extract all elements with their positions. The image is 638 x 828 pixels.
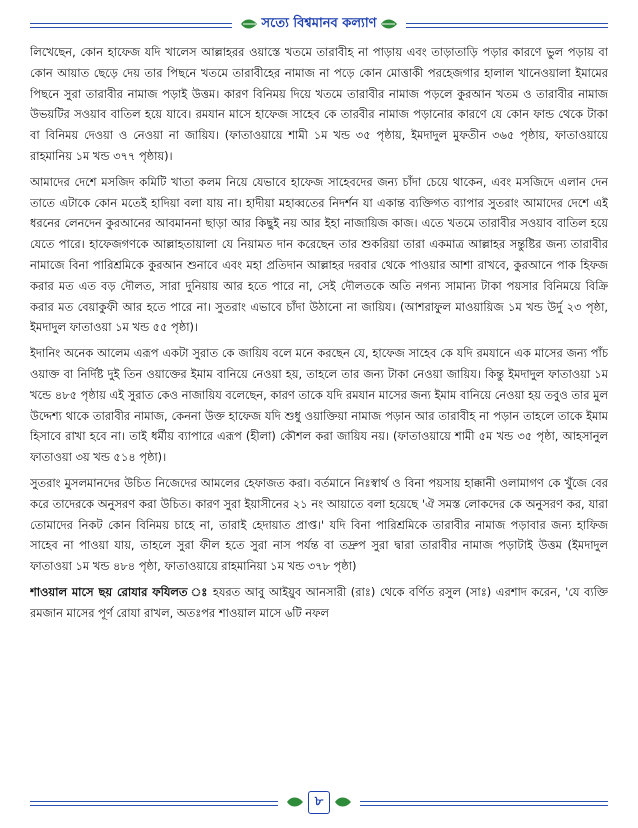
- leaf-ornament-icon: [286, 796, 304, 808]
- leaf-ornament-icon: [334, 796, 352, 808]
- section-heading: শাওয়াল মাসে ছয় রোযার ফযিলত ঃ: [30, 584, 209, 599]
- page-body: [30, 42, 608, 780]
- page-footer: [30, 792, 608, 812]
- header-title: সত্যে বিশ্বমানব কল্যাণ: [261, 15, 377, 31]
- footer-box: [278, 791, 360, 814]
- leaf-ornament-icon: [380, 18, 398, 30]
- page-number: ৮: [308, 791, 330, 814]
- paragraph-3: ইদানিং অনেক আলেম এরূপ একটা সুরাত কে জায়িয বলে মনে করছেন যে, হাফেজ সাহেব কে যদি রমযানে এক মাসের জন্য পাঁচ ওয়াক্ত বা নির্দিষ্ট দুই তিন ওয়াক্তের ইমাম বানিয়ে নেওয়া হয়, তাহলে তার জন্য টাকা নেওয়া জায়িয। কিন্তু ইমদাদুল ফাতাওয়া ১ম খন্ডে ৪৮৫ পৃষ্ঠায় এই সুরাত কেও নাজায়িয বলেছেন, কারণ তাকে যদি রমযান মাসের জন্য ইমাম বানিয়ে নেওয়া হয় তবুও তার মুল উদ্দেশ্য থাকে তারাবীর নামাজ, কেননা উক্ত হাফেজ যদি শুধু ওয়াক্তিয়া নামাজ পড়ান আর তারাবীহ না পড়ান তাহলে তাকে ইমাম হিসাবে রাখা হবে না। তাই ধর্মীয় ব্যাপারে এরূপ (হীলা) কৌশল করা জায়িয নয়। (ফাতাওয়ায়ে শামী ৫ম খন্ড ৩৫ পৃষ্ঠা, আহসানুল ফাতাওয়া ৩য় খন্ড ৫১৪ পৃষ্ঠা)।: [30, 346, 608, 465]
- paragraph-2: আমাদের দেশে মসজিদ কমিটি খাতা কলম নিয়ে যেভাবে হাফেজ সাহেবদের জন্য চাঁদা চেয়ে থাকেন, এবং মসজিদে এলান দেন তাতে এটাকে কোন মতেই হাদিয়া বলা যায় না। হাদীয়া মহাব্বতের নিদর্শন যা একান্ত ব্যক্তিগত ব্যাপার সুতরাং আমাদের দেশে এই ধরনের লেনদেন কুরআনের আবমাননা ছাড়া আর কিছুই নয় আর ইহা নাজায়িজ কাজ। এতে খতমে তারাবীর সওয়াব বাতিল হয়ে যেতে পারে। হাফেজগণকে আল্লাহতায়ালা যে নিয়ামত দান করেছেন তার শুকরিয়া তারা একমাত্র আল্লাহর সন্তুষ্টির জন্য তারাবীর নামাজে বিনা পারিশ্রমিকে কুরআন শুনাবে এবং মহা প্রতিদান আল্লাহর দরবার থেকে পাওয়ার আশা রাখবে, কুরআনে পাক হিফজ করার মত এত বড় দৌলত, সারা দুনিয়ায় আর হতে পারে না, সেই দৌলতকে অতি নগন্য সামান্য টাকা পয়সার বিনিময়ে বিক্রি করার মত বেয়াকুফী আর হতে পারে না। সুতরাং এভাবে চাঁদা উঠানো না জায়িয। (আশরাফুল মাওয়ায়িজ ১ম খন্ড উর্দু ২৩ পৃষ্ঠা, ইমদাদুল ফাতাওয়া ১ম খন্ড ৫৫ পৃষ্ঠা)।: [30, 174, 608, 335]
- header-title-box: [232, 14, 407, 35]
- closing-text: হযরত আবু আইয়ুব আনসারী (রাঃ) থেকে বর্ণিত রসুল (সাঃ) এরশাদ করেন, 'যে ব্যক্তি রমজান মাসের পূর্ণ রোযা রাখল, অতঃপর শাওয়াল মাসে ৬টি নফল: [30, 584, 608, 620]
- page-header: [30, 14, 608, 34]
- leaf-ornament-icon: [240, 18, 258, 30]
- paragraph-4: সুতরাং মুসলমানদের উচিত নিজেদের আমলের হেফাজত করা। বর্তমানে নিঃস্বার্থ ও বিনা পয়সায় হাক্কানী ওলামাগণ কে খুঁজে বের করে তাদেরকে অনুসরণ করা উচিত। কারণ সুরা ইয়াসীনের ২১ নং আয়াতে বলা হয়েছে 'ঐ সমস্ত লোকদের কে অনুসরণ কর, যারা তোমাদের নিকট কোন বিনিময় চাহে না, তারাই হেদায়াত প্রাপ্ত।' যদি বিনা পারিশ্রমিকে তারাবীর নামাজ পড়াবার জন্য হাফিজ সাহেব না পাওয়া যায়, তাহলে সুরা ফীল হতে সুরা নাস পর্যন্ত বা তদ্রুপ সুরা দ্বারা তারাবীর নামাজ পড়াটাই উত্তম (ইমদাদুল ফাতাওয়া ১ম খন্ড ৪৮৪ পৃষ্ঠা, ফাতাওয়ায়ে রাহমানিয়া ১ম খন্ড ৩৭৮ পৃষ্ঠা): [30, 475, 608, 574]
- paragraph-1: লিখেছেন, কোন হাফেজ যদি খালেস আল্লাহরর ওয়াস্তে খতমে তারাবীহ না পাড়ায় এবং তাড়াতাড়ি পড়ার কারণে ভুল পড়ায় বা কোন আয়াত ছেড়ে দেয় তার পিছনে খতমে তারাবীহের নামাজ না পড়ে কোন মোত্তাকী পরহেজগার হালাল খানেওয়ালা ইমামের পিছনে সুরা তারাবীর নামাজ পড়াই উত্তম। কারণ বিনিময় দিয়ে খতমে তারাবীর নামাজ পড়লে কুরআন খতম ও তারাবীর নামাজ উভয়টির সওয়াব বাতিল হয়ে যাবে। রমযান মাসে হাফেজ সাহেব কে তারবীর নামাজ পড়ানোর কারণে যে কোন ফান্ড থেকে টাকা বা বিনিময় দেওয়া ও নেওয়া না জায়িয। (ফাতাওয়ায়ে শামী ১ম খন্ড ৩৫ পৃষ্ঠায়, ইমদাদুল মুফতীন ৩৬৫ পৃষ্ঠায়, ফাতাওয়ায়ে রাহমানিয় ১ম খন্ড ৩৭৭ পৃষ্ঠায়)।: [30, 45, 608, 163]
- closing-paragraph: [30, 582, 608, 624]
